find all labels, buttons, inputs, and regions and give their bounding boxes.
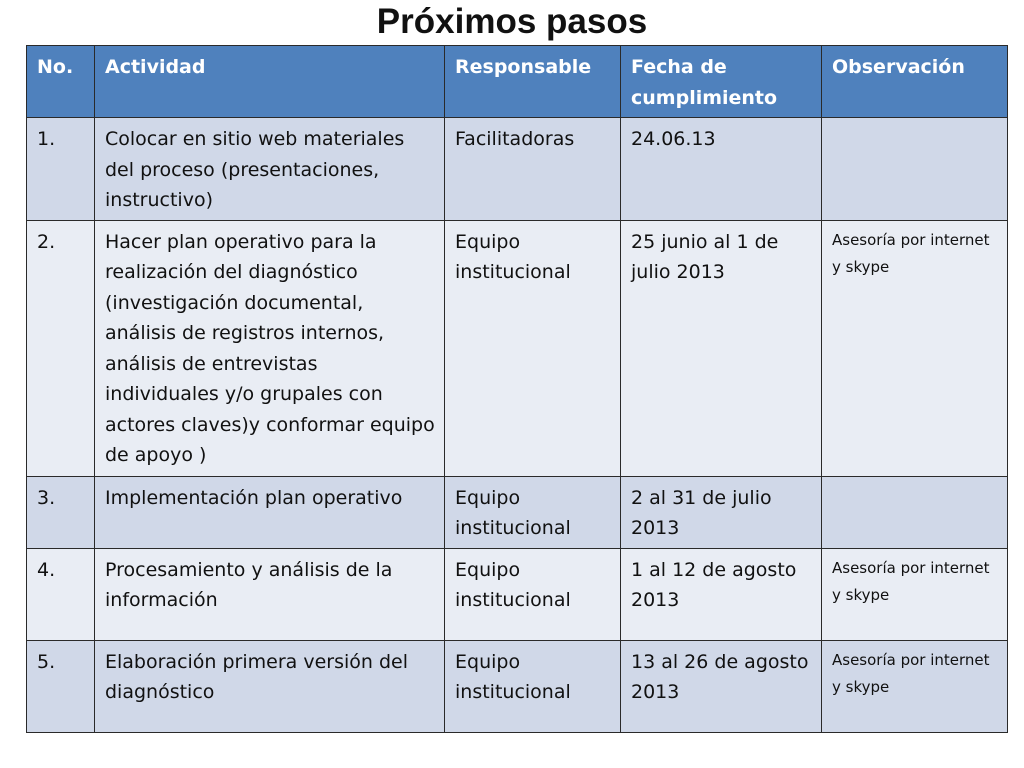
- column-header-observacion: Observación: [822, 46, 1008, 118]
- cell-observacion: [822, 118, 1008, 221]
- cell-actividad: Colocar en sitio web materiales del proceso (presentaciones, instructivo): [95, 118, 445, 221]
- table-row: [27, 548, 1008, 640]
- cell-observacion: Asesoría por internet y skype: [822, 220, 1008, 476]
- table-row: [27, 640, 1008, 732]
- cell-actividad: Hacer plan operativo para la realización del diagnóstico (investigación documental, análisis de registros internos, análisis de entrevistas individuales y/o grupales con actores claves)y conformar equipo de apoyo ): [95, 220, 445, 476]
- table-row: [27, 118, 1008, 221]
- table-row: [27, 476, 1008, 548]
- cell-actividad: Elaboración primera versión del diagnóstico: [95, 640, 445, 732]
- cell-no: 2.: [27, 220, 95, 476]
- cell-responsable: Facilitadoras: [445, 118, 621, 221]
- cell-no: 3.: [27, 476, 95, 548]
- cell-actividad: Implementación plan operativo: [95, 476, 445, 548]
- column-header-fecha: Fecha de cumplimiento: [621, 46, 822, 118]
- table-header-row: [27, 46, 1008, 118]
- cell-responsable: Equipo institucional: [445, 548, 621, 640]
- column-header-no: No.: [27, 46, 95, 118]
- cell-responsable: Equipo institucional: [445, 476, 621, 548]
- cell-fecha: 1 al 12 de agosto 2013: [621, 548, 822, 640]
- cell-responsable: Equipo institucional: [445, 640, 621, 732]
- cell-fecha: 13 al 26 de agosto 2013: [621, 640, 822, 732]
- column-header-actividad: Actividad: [95, 46, 445, 118]
- table-row: [27, 220, 1008, 476]
- cell-observacion: Asesoría por internet y skype: [822, 640, 1008, 732]
- next-steps-table: [26, 45, 1008, 733]
- page-title: Próximos pasos: [376, 2, 648, 41]
- cell-no: 5.: [27, 640, 95, 732]
- cell-observacion: [822, 476, 1008, 548]
- cell-observacion: Asesoría por internet y skype: [822, 548, 1008, 640]
- cell-no: 4.: [27, 548, 95, 640]
- cell-fecha: 25 junio al 1 de julio 2013: [621, 220, 822, 476]
- cell-fecha: 2 al 31 de julio 2013: [621, 476, 822, 548]
- cell-no: 1.: [27, 118, 95, 221]
- cell-responsable: Equipo institucional: [445, 220, 621, 476]
- column-header-responsable: Responsable: [445, 46, 621, 118]
- cell-actividad: Procesamiento y análisis de la información: [95, 548, 445, 640]
- cell-fecha: 24.06.13: [621, 118, 822, 221]
